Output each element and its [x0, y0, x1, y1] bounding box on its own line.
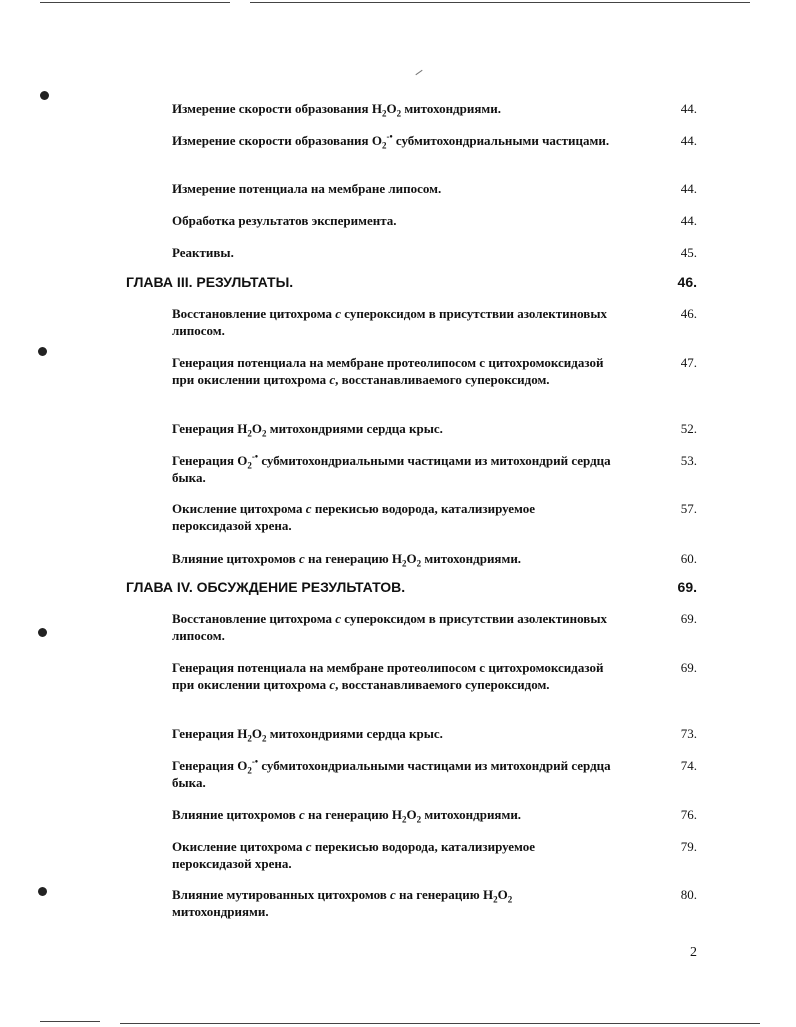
scan-edge-line [40, 1021, 100, 1022]
toc-page-number: 47. [680, 355, 697, 370]
toc-entry: Влияние мутированных цитохромов c на генерацию $H_2O_2$ митохондриями. [172, 887, 513, 919]
scan-edge-line [120, 1023, 760, 1024]
toc-entry: Генерация потенциала на мембране протеолипосом с цитохромоксидазой при окислении цитохрома c, восстанавливаемого супероксидом. [172, 355, 604, 387]
scan-speck [415, 70, 422, 75]
toc-entry: Измерение потенциала на мембране липосом. [172, 181, 442, 196]
toc-page-number: 69. [680, 611, 697, 626]
toc-chapter-heading: ГЛАВА IV. ОБСУЖДЕНИЕ РЕЗУЛЬТАТОВ. [126, 579, 406, 595]
toc-page-number: 44. [680, 133, 697, 148]
toc-page-number: 73. [680, 726, 697, 741]
toc-entry: Генерация $O_2^{-•}$ субмитохондриальными частицами из митохондрий сердца быка. [172, 451, 611, 485]
toc-page-number: 69. [677, 579, 697, 595]
toc-entry: Реактивы. [172, 245, 234, 260]
toc-entry: Восстановление цитохрома c супероксидом в присутствии азолектиновых липосом. [172, 306, 607, 338]
toc-entry: Измерение скорости образования $O_2^{-•}$ субмитохондриальными частицами. [172, 131, 610, 151]
toc-entry: Генерация $O_2^{-•}$ субмитохондриальными частицами из митохондрий сердца быка. [172, 756, 611, 790]
toc-page-number: 46. [677, 274, 697, 290]
scan-edge-line [40, 2, 230, 3]
toc-page-number: 79. [680, 839, 697, 854]
toc-entry: Влияние цитохромов c на генерацию $H_2O_2$ митохондриями. [172, 807, 522, 825]
toc-chapter-heading: ГЛАВА III. РЕЗУЛЬТАТЫ. [126, 274, 294, 290]
toc-page-number: 60. [680, 551, 697, 566]
punch-hole [40, 91, 49, 100]
toc-page-number: 45. [680, 245, 697, 260]
toc-entry: Влияние цитохромов c на генерацию $H_2O_2$ митохондриями. [172, 551, 522, 569]
toc-entry: Окисление цитохрома c перекисью водорода, катализируемое пероксидазой хрена. [172, 839, 535, 871]
toc-page-number: 44. [680, 101, 697, 116]
toc-page-number: 46. [680, 306, 697, 321]
toc-entry: Обработка результатов эксперимента. [172, 213, 397, 228]
toc-page-number: 44. [680, 181, 697, 196]
toc-entry: Генерация $H_2O_2$ митохондриями сердца крыс. [172, 726, 443, 744]
toc-entry: Генерация потенциала на мембране протеолипосом с цитохромоксидазой при окислении цитохрома c, восстанавливаемого супероксидом. [172, 660, 604, 692]
scan-edge-line [250, 2, 750, 3]
toc-entry: Измерение скорости образования $H_2O_2$ митохондриями. [172, 101, 501, 119]
toc-page-number: 76. [680, 807, 697, 822]
toc-page-number: 52. [680, 421, 697, 436]
toc-page-number: 57. [680, 501, 697, 516]
toc-entry: Окисление цитохрома c перекисью водорода, катализируемое пероксидазой хрена. [172, 501, 535, 533]
toc-page-number: 44. [680, 213, 697, 228]
punch-hole [38, 347, 47, 356]
toc-entry: Генерация $H_2O_2$ митохондриями сердца крыс. [172, 421, 443, 439]
toc-page-number: 53. [680, 453, 697, 468]
toc-page-number: 69. [680, 660, 697, 675]
punch-hole [38, 628, 47, 637]
toc-page-number: 74. [680, 758, 697, 773]
toc-page-number: 80. [680, 887, 697, 902]
punch-hole [38, 887, 47, 896]
page-number: 2 [690, 945, 697, 960]
toc-entry: Восстановление цитохрома c супероксидом в присутствии азолектиновых липосом. [172, 611, 607, 643]
